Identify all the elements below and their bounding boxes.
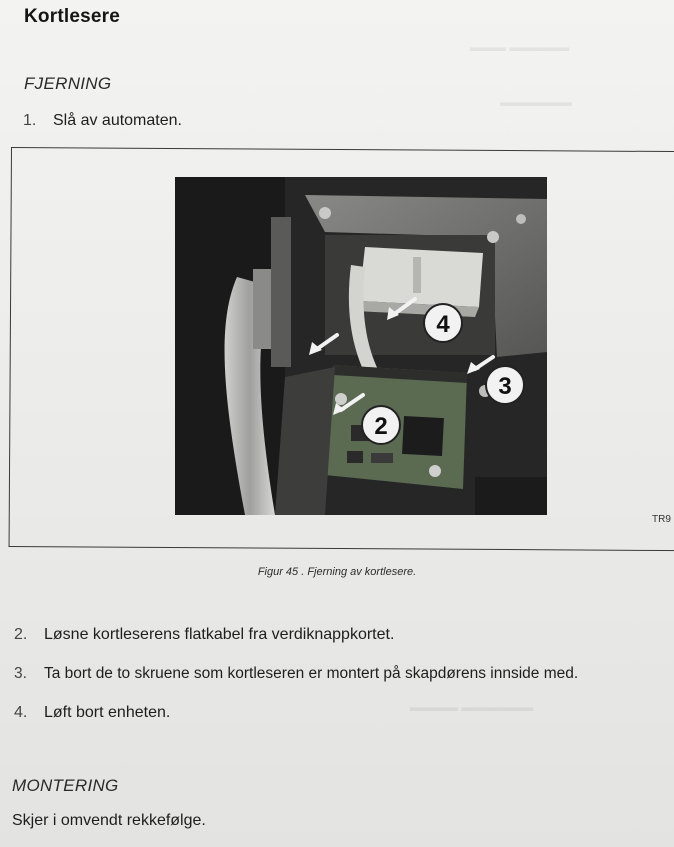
callout-3 <box>486 366 524 404</box>
step-text: Løsne kortleserens flatkabel fra verdiknappkortet. <box>44 626 395 643</box>
step-2 <box>14 626 394 644</box>
step-text: Ta bort de to skruene som kortleseren er montert på skapdørens innside med. <box>44 665 579 682</box>
card-reader-illustration <box>175 177 547 515</box>
bleed-through-text: ▬▬▬▬ ▬▬▬▬▬▬ <box>410 700 534 714</box>
mounting-text: Skjer i omvendt rekkefølge. <box>12 812 206 829</box>
step-number: 3. <box>14 665 27 682</box>
step-3 <box>14 665 578 683</box>
page-heading: Kortlesere <box>24 6 120 27</box>
bleed-through-text: ▬▬▬ ▬▬▬▬▬ <box>470 40 570 54</box>
callout-2 <box>362 406 400 444</box>
callout-4 <box>424 304 462 342</box>
bleed-through-text: ▬▬▬▬▬▬ <box>500 95 572 109</box>
figure-caption: Figur 45 . Fjerning av kortlesere. <box>257 566 417 578</box>
step-text: Slå av automaten. <box>53 112 182 129</box>
step-number: 4. <box>14 704 28 721</box>
callout-4-label: 4 <box>436 311 450 338</box>
figure-reference-code: TR9 <box>652 514 671 525</box>
callout-3-label: 3 <box>498 373 512 400</box>
mounting-section-title: MONTERING <box>12 776 119 795</box>
callout-2-label: 2 <box>374 413 388 440</box>
card-reader-photo <box>175 177 547 515</box>
step-number: 2. <box>14 626 28 643</box>
removal-section-title: FJERNING <box>24 74 112 93</box>
step-number: 1. <box>23 112 37 129</box>
step-4 <box>14 704 170 722</box>
step-1 <box>23 112 182 130</box>
step-text: Løft bort enheten. <box>44 704 171 721</box>
